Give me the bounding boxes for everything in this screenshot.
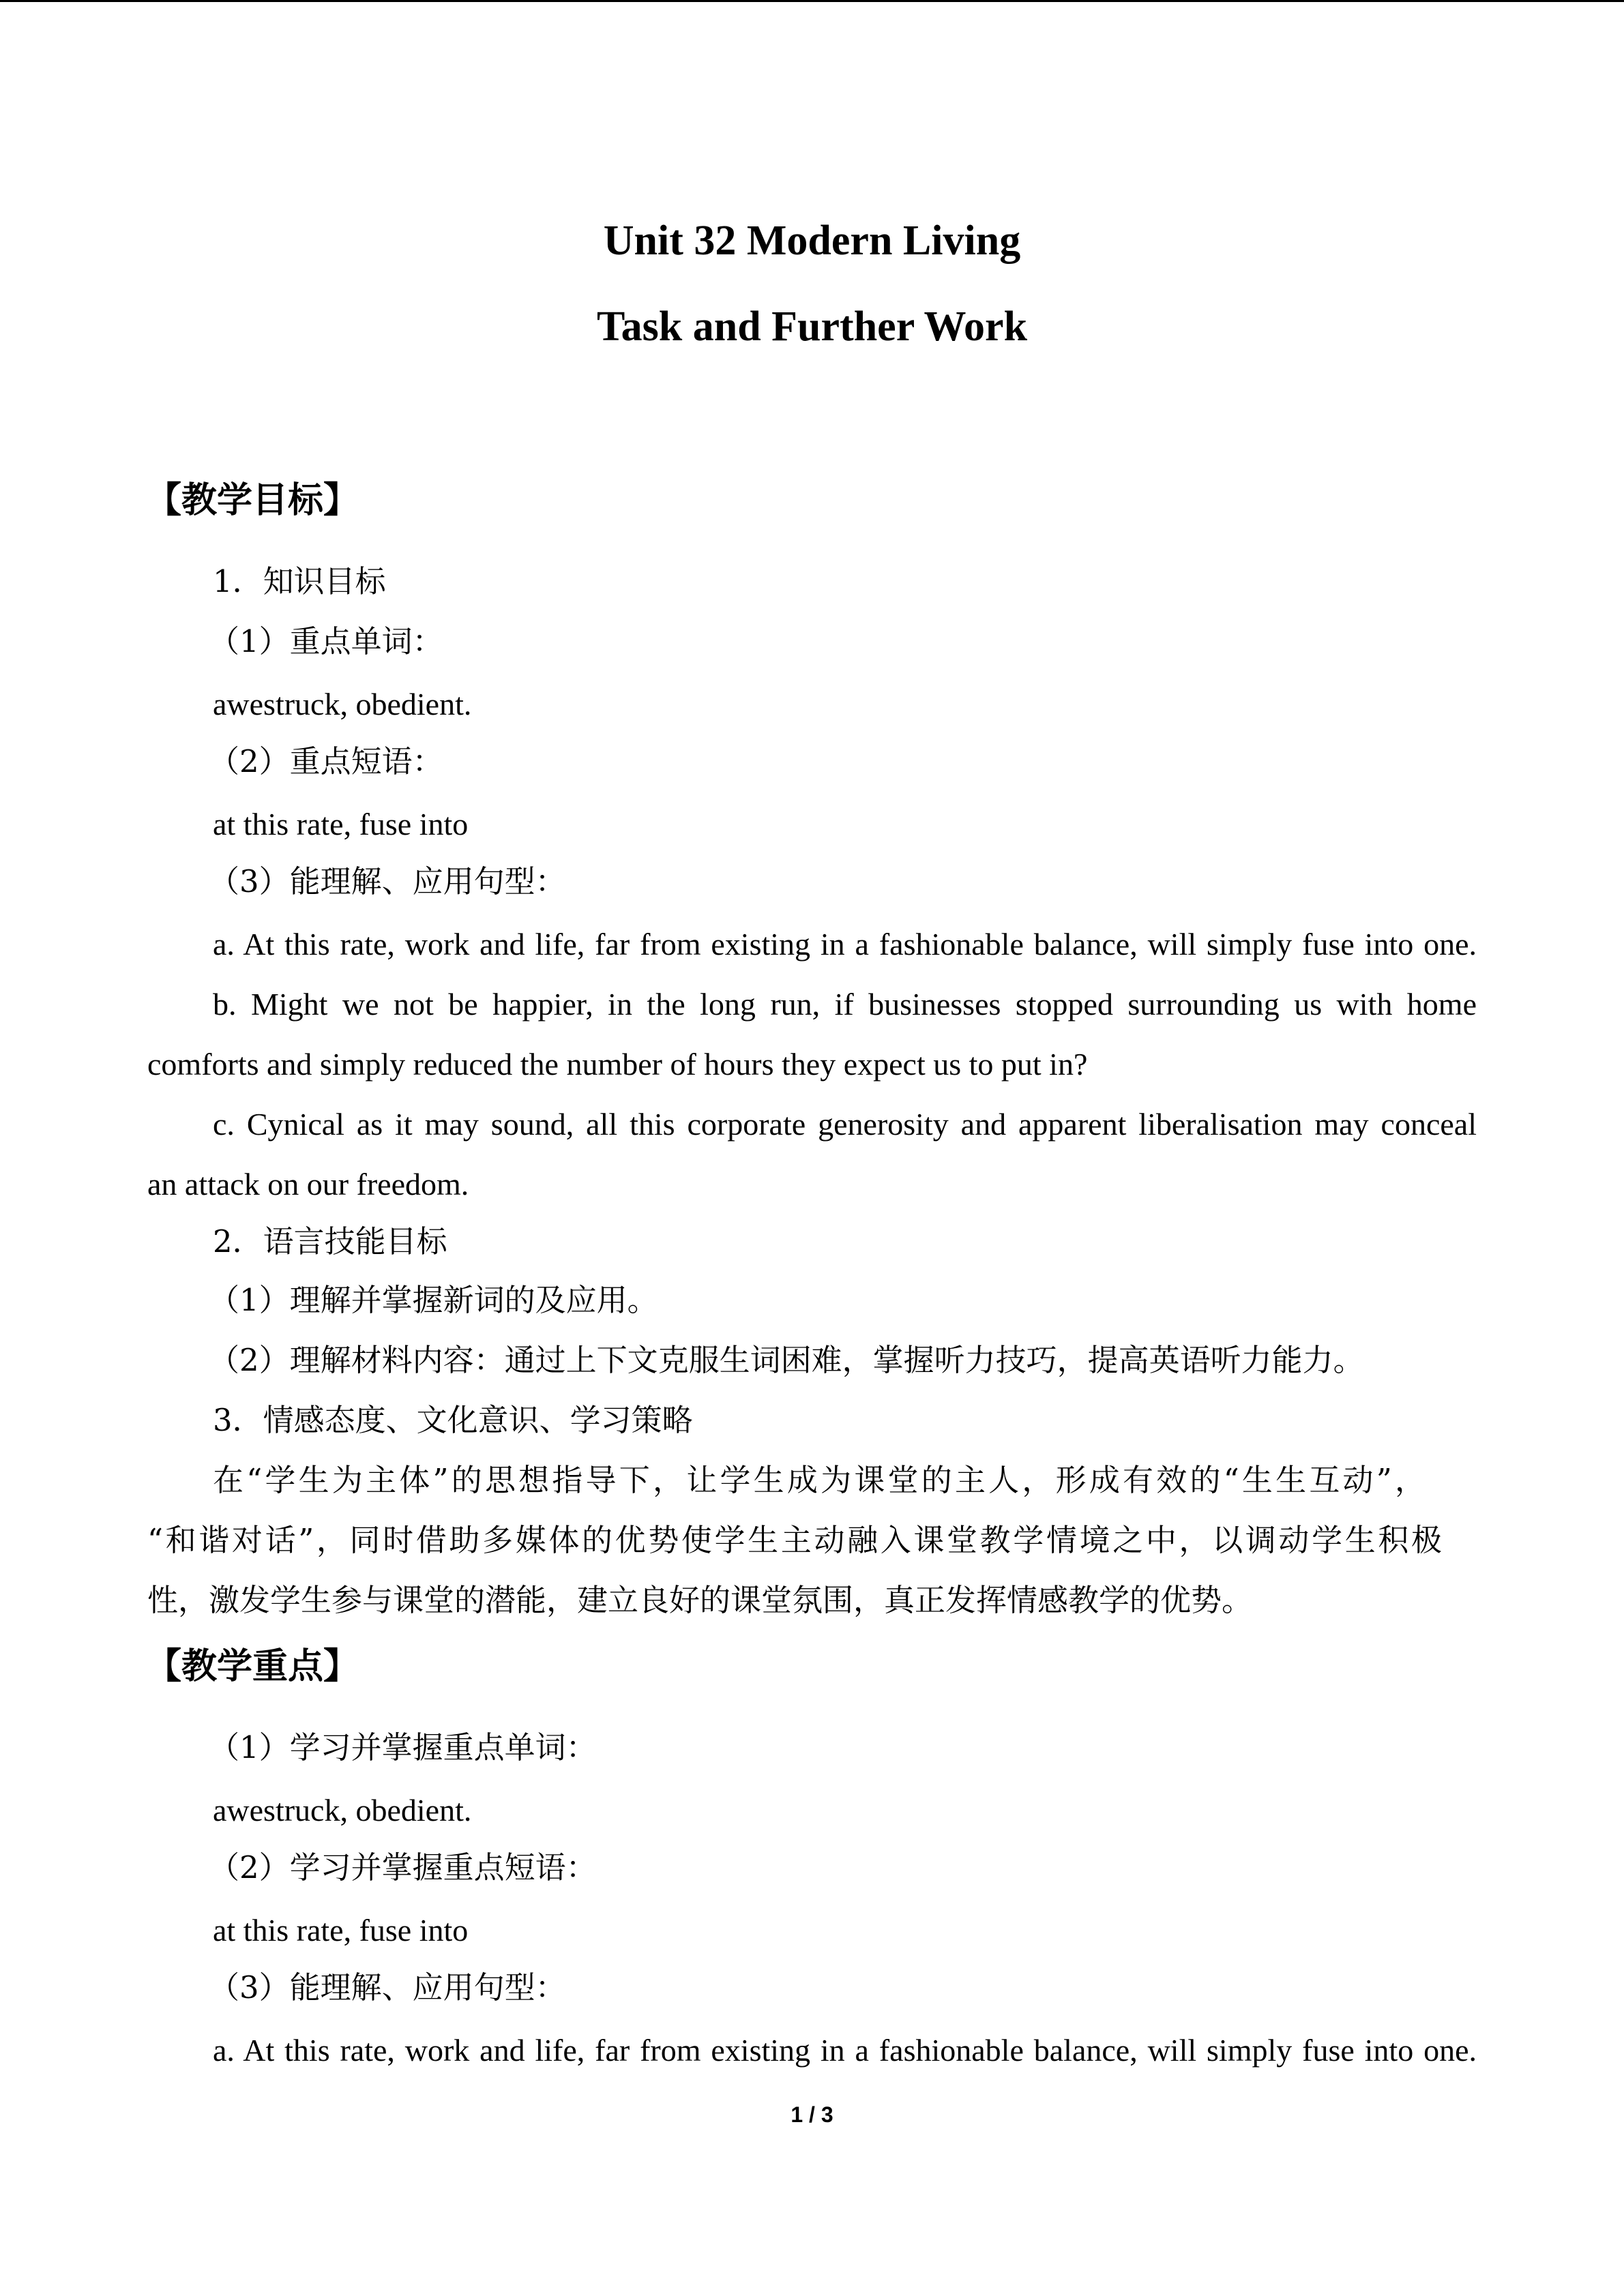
skill-item-1: （1）理解并掌握新词的及应用。 xyxy=(209,1282,658,1318)
language-skills-heading: 2．语言技能目标 xyxy=(213,1223,447,1259)
sentence-b-line2: comforts and simply reduced the number of hours they expect us to put in? xyxy=(147,1047,1088,1082)
key-points-phrases-label: （2）学习并掌握重点短语： xyxy=(209,1849,597,1885)
skill-item-2: （2）理解材料内容：通过上下文克服生词困难，掌握听力技巧，提高英语听力能力。 xyxy=(209,1342,1364,1378)
section-heading-key-points: 【教学重点】 xyxy=(146,1646,359,1687)
section-heading-objectives: 【教学目标】 xyxy=(146,480,359,521)
page-number: 1 / 3 xyxy=(791,2102,833,2127)
key-phrases: at this rate, fuse into xyxy=(213,807,469,841)
key-points-phrases: at this rate, fuse into xyxy=(213,1913,469,1948)
key-points-words-label: （1）学习并掌握重点单词： xyxy=(209,1729,597,1765)
knowledge-objective-heading: 1．知识目标 xyxy=(213,563,386,599)
document-title: Unit 32 Modern Living xyxy=(603,218,1021,264)
sentence-c-line1: c. Cynical as it may sound, all this corporate generosity and apparent liberalisation may conceal xyxy=(213,1107,1477,1142)
page-top-border xyxy=(0,0,1624,2)
attitude-paragraph-line2: “和谐对话”，同时借助多媒体的优势使学生主动融入课堂教学情境之中，以调动学生积极 xyxy=(147,1522,1442,1558)
sentences-label: （3）能理解、应用句型： xyxy=(209,863,566,899)
sentence-c-line2: an attack on our freedom. xyxy=(147,1167,469,1202)
attitude-heading: 3．情感态度、文化意识、学习策略 xyxy=(213,1402,693,1438)
key-points-sentences-label: （3）能理解、应用句型： xyxy=(209,1969,566,2006)
attitude-paragraph-line3: 性，激发学生参与课堂的潜能，建立良好的课堂氛围，真正发挥情感教学的优势。 xyxy=(147,1582,1253,1618)
key-words: awestruck, obedient. xyxy=(213,687,472,721)
key-words-label: （1）重点单词： xyxy=(209,623,443,659)
document-subtitle: Task and Further Work xyxy=(596,303,1028,350)
key-points-sentence-a: a. At this rate, work and life, far from existing in a fashionable balance, will simply fuse into one. xyxy=(213,2033,1477,2068)
attitude-paragraph-line1: 在“学生为主体”的思想指导下，让学生成为课堂的主人，形成有效的“生生互动”， xyxy=(213,1462,1426,1498)
key-phrases-label: （2）重点短语： xyxy=(209,743,443,779)
key-points-words: awestruck, obedient. xyxy=(213,1793,472,1828)
sentence-b-line1: b. Might we not be happier, in the long run, if businesses stopped surrounding us with home xyxy=(213,987,1477,1022)
sentence-a: a. At this rate, work and life, far from existing in a fashionable balance, will simply fuse into one. xyxy=(213,927,1477,961)
